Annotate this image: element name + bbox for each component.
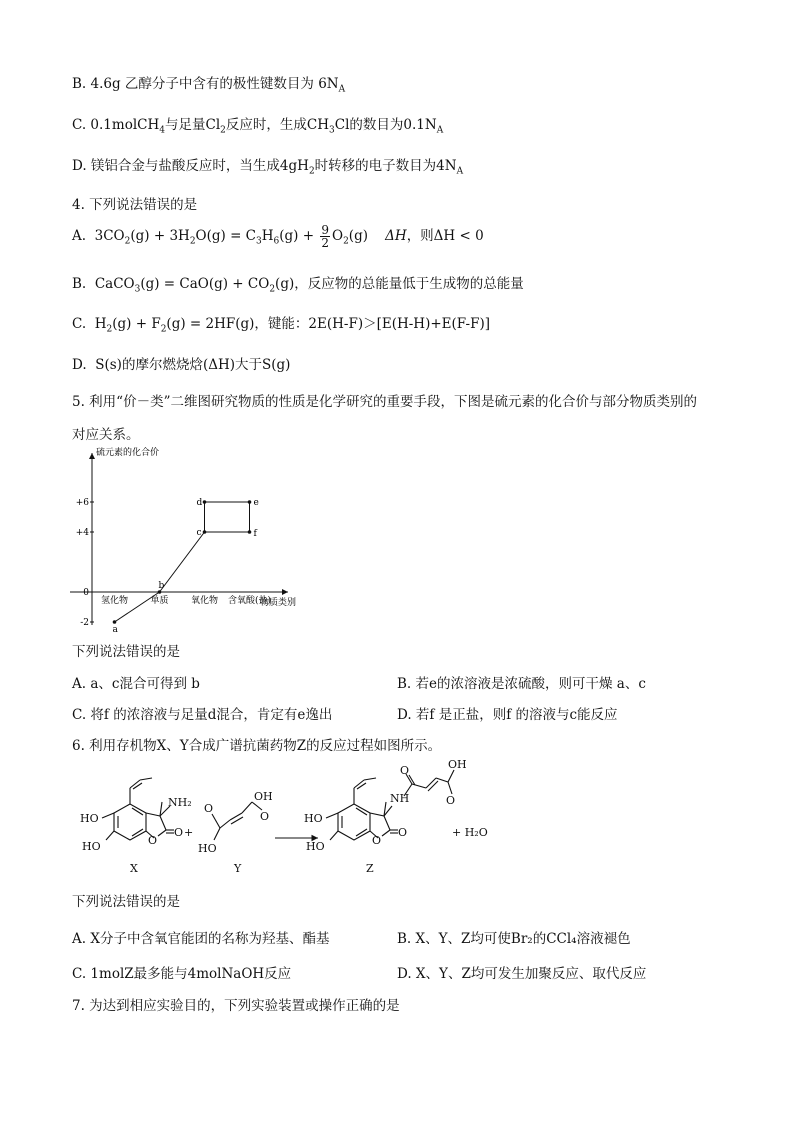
q4-option-a: A. $3CO_2(g) + 3H_2O(g) = C_3H_6(g)$ + $\frac{9}{2}$ $O_2(g)$ ΔH，则ΔH < 0 [72, 223, 484, 250]
q5-option-a: A. a、c混合可得到 b [72, 676, 200, 692]
x-ho-bottom: HO [82, 840, 101, 853]
chart-point-label-e: e [253, 498, 259, 508]
q7-stem: 7. 为达到相应实验目的，下列实验装置或操作正确的是 [72, 998, 400, 1014]
q5-option-d: D. 若f 是正盐，则f 的溶液与c能反应 [397, 707, 618, 723]
y-oh: OH [254, 790, 273, 803]
label-z: Z [366, 862, 374, 875]
chart-point-label-d: d [196, 498, 203, 508]
label-y: Y [234, 862, 242, 875]
reaction-scheme [70, 758, 500, 878]
y-tick-label: -2 [80, 618, 89, 628]
z-acid-o: O [446, 794, 456, 807]
z-ho-bottom: HO [306, 840, 325, 853]
q6-question: 下列说法错误的是 [72, 894, 180, 910]
q6-option-c: C. 1molZ最多能与4molNaOH反应 [72, 966, 292, 982]
q5-stem-line1: 5. 利用“价－类”二维图研究物质的性质是化学研究的重要手段，下图是硫元素的化合价与部分物质类别的 [72, 394, 697, 410]
y-o-right: O [260, 810, 270, 823]
fraction-nine-halves: $\frac{9}{2}$ [321, 223, 329, 250]
chart-point-d [203, 500, 207, 504]
chart-point-f [248, 530, 252, 534]
plus-sign: + [184, 826, 194, 839]
chart-point-label-c: c [196, 528, 202, 538]
x-tick-label: 单质 [150, 596, 169, 606]
y-tick-label: +6 [75, 498, 89, 508]
y-tick-label: 0 [83, 588, 89, 598]
x-benzene-ring [114, 804, 146, 840]
z-carbonyl-o: O [398, 826, 408, 839]
water: + H₂O [452, 826, 488, 839]
q6-option-b: B. X、Y、Z均可使Br₂的CCl₄溶液褪色 [397, 931, 631, 947]
label-x: X [130, 862, 138, 875]
q3-option-c: C. 0.1molCH$_4$与足量$Cl_2$反应时，生成$CH_3Cl$的数目为$0.1N_A$ [72, 117, 444, 136]
q4-option-b: B. CaCO$_3$(g) = $CaO(g) + CO_2(g)$，反应物的总能量低于生成物的总能量 [72, 276, 524, 295]
z-ho-top: HO [304, 812, 323, 825]
z-oh: OH [448, 758, 467, 771]
x-ring-o: O [148, 834, 158, 847]
q3-option-b: B. 4.6g 乙醇分子中含有的极性键数目为 $6N_A$ [72, 76, 346, 95]
z-nh: NH [390, 792, 410, 805]
q4-stem: 4. 下列说法错误的是 [72, 197, 198, 213]
z-ring-o: O [372, 834, 382, 847]
y-o-left: O [204, 802, 214, 815]
y-ho: HO [198, 842, 217, 855]
q4-option-c: C. $H_2(g) + F_2(g) = 2HF(g)$，键能：2E(H-F)＞[E(H-H)+E(F-F)] [72, 316, 491, 335]
x-nh2: NH₂ [168, 796, 192, 809]
x-carbonyl-o: O [174, 826, 184, 839]
q5-question: 下列说法错误的是 [72, 644, 180, 660]
x-tick-label: 含氧酸(盐) [227, 596, 272, 606]
chart-point-c [203, 530, 207, 534]
q6-option-a: A. X分子中含氧官能团的名称为羟基、酯基 [72, 931, 330, 947]
valence-class-chart [70, 445, 320, 635]
z-benzene-ring [338, 804, 370, 840]
q6-option-d: D. X、Y、Z均可发生加聚反应、取代反应 [397, 966, 647, 982]
chart-point-label-f: f [253, 529, 257, 539]
z-amide-o: O [400, 764, 410, 777]
q4-option-d: D. S(s)的摩尔燃烧焓(ΔH)大于S(g) [72, 357, 291, 373]
chart-point-a [113, 620, 117, 624]
q3-option-d: D. 镁铝合金与盐酸反应时，当生成$4gH_2$时转移的电子数目为$4N_A$ [72, 158, 464, 177]
y-tick-label: +4 [75, 528, 89, 538]
x-ho-top: HO [80, 812, 99, 825]
chart-point-label-a: a [112, 625, 118, 635]
chart-point-e [248, 500, 252, 504]
chart-connector-bc [160, 532, 205, 592]
q5-option-b: B. 若e的浓溶液是浓硫酸，则可干燥 a、c [397, 676, 646, 692]
q5-stem-line2: 对应关系。 [72, 427, 140, 443]
q6-stem: 6. 利用存机物X、Y合成广谱抗菌药物Z的反应过程如图所示。 [72, 738, 442, 754]
y-axis-label: 硫元素的化合价 [96, 448, 160, 458]
x-tick-label: 氧化物 [190, 596, 219, 606]
x-tick-label: 氢化物 [100, 596, 129, 606]
q5-option-c: C. 将f 的浓溶液与足量d混合，肯定有e逸出 [72, 707, 333, 723]
chart-point-label-b: b [158, 581, 165, 591]
x-axis-label: 物质类别 [260, 598, 297, 608]
